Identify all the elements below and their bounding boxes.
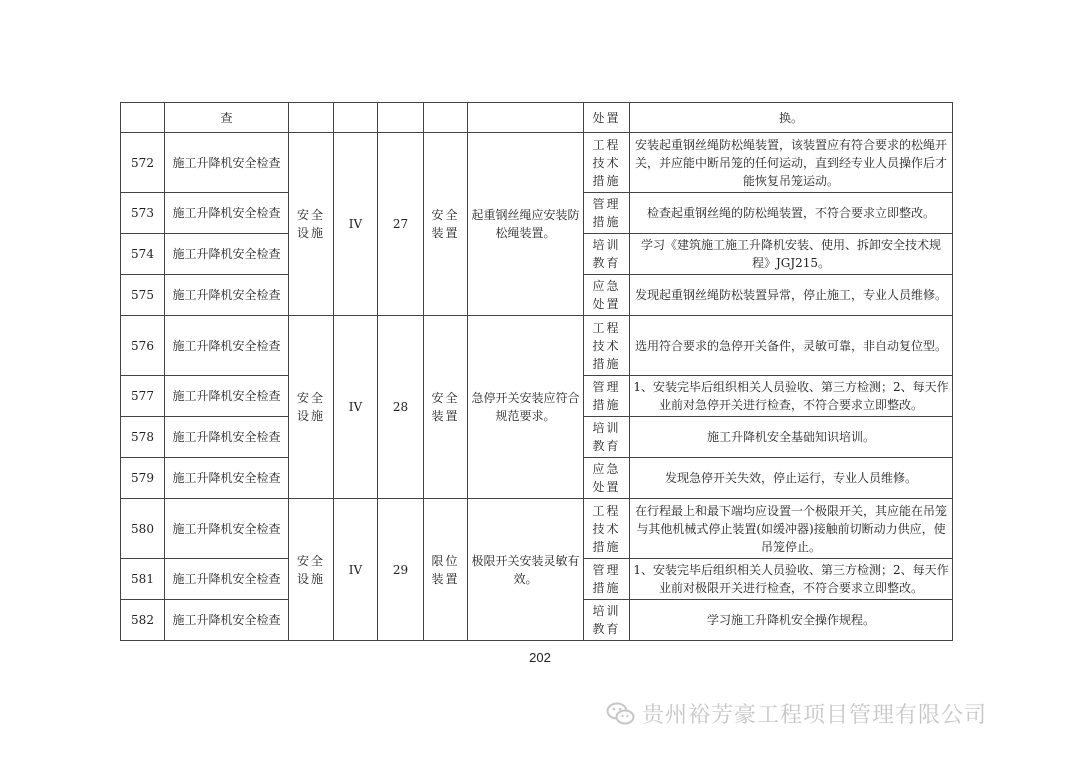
- cell-id: [121, 103, 165, 133]
- cell-measure: 处置: [584, 103, 630, 133]
- cell-category: 安全设施: [289, 133, 334, 316]
- cell-type: 安全装置: [424, 316, 468, 499]
- page-number: 202: [529, 650, 551, 665]
- cell-id: 580: [121, 499, 165, 559]
- table-row: [121, 133, 953, 193]
- table-row: [121, 316, 953, 376]
- cell-measure: 培训教育: [584, 417, 630, 458]
- cell-name: 施工升降机安全检查: [165, 133, 289, 193]
- cell-category: 安全设施: [289, 316, 334, 499]
- cell-name: 施工升降机安全检查: [165, 499, 289, 559]
- cell-id: 572: [121, 133, 165, 193]
- cell-requirement: 急停开关安装应符合规范要求。: [468, 316, 584, 499]
- cell-content: 学习施工升降机安全操作规程。: [630, 600, 953, 641]
- cell-category: [289, 103, 334, 133]
- cell-measure: 工程技术措施: [584, 133, 630, 193]
- cell-content: 选用符合要求的急停开关备件，灵敏可靠，非自动复位型。: [630, 316, 953, 376]
- cell-id: 578: [121, 417, 165, 458]
- cell-measure: 培训教育: [584, 600, 630, 641]
- cell-measure: 应急处置: [584, 275, 630, 316]
- cell-content: 发现急停开关失效，停止运行，专业人员维修。: [630, 458, 953, 499]
- cell-name: 查: [165, 103, 289, 133]
- cell-id: 577: [121, 376, 165, 417]
- cell-category: 安全设施: [289, 499, 334, 641]
- cell-id: 579: [121, 458, 165, 499]
- cell-content: 发现起重钢丝绳防松装置异常，停止施工，专业人员维修。: [630, 275, 953, 316]
- cell-level: IV: [334, 133, 378, 316]
- cell-content: 1、安装完毕后组织相关人员验收、第三方检测；2、每天作业前对急停开关进行检查，不符合要求立即整改。: [630, 376, 953, 417]
- watermark-text: 贵州裕芳豪工程项目管理有限公司: [642, 703, 988, 728]
- cell-name: 施工升降机安全检查: [165, 193, 289, 234]
- cell-measure: 工程技术措施: [584, 316, 630, 376]
- cell-name: 施工升降机安全检查: [165, 600, 289, 641]
- cell-content: 施工升降机安全基础知识培训。: [630, 417, 953, 458]
- cell-id: 582: [121, 600, 165, 641]
- cell-measure: 培训教育: [584, 234, 630, 275]
- table-row: [121, 499, 953, 559]
- cell-measure: 管理措施: [584, 559, 630, 600]
- cell-content: 学习《建筑施工施工升降机安装、使用、拆卸安全技术规程》JGJ215。: [630, 234, 953, 275]
- cell-content: 安装起重钢丝绳防松绳装置，该装置应有符合要求的松绳开关，并应能中断吊笼的任何运动，直到经专业人员操作后才能恢复吊笼运动。: [630, 133, 953, 193]
- cell-id: 581: [121, 559, 165, 600]
- safety-inspection-table: [120, 102, 953, 641]
- cell-name: 施工升降机安全检查: [165, 417, 289, 458]
- cell-id: 573: [121, 193, 165, 234]
- cell-requirement: 极限开关安装灵敏有效。: [468, 499, 584, 641]
- cell-level: [334, 103, 378, 133]
- cell-measure: 应急处置: [584, 458, 630, 499]
- table-row-continued: [121, 103, 953, 133]
- watermark: [606, 698, 987, 729]
- cell-name: 施工升降机安全检查: [165, 376, 289, 417]
- cell-name: 施工升降机安全检查: [165, 234, 289, 275]
- cell-measure: 管理措施: [584, 193, 630, 234]
- cell-type: [424, 103, 468, 133]
- cell-name: 施工升降机安全检查: [165, 316, 289, 376]
- cell-content: 1、安装完毕后组织相关人员验收、第三方检测；2、每天作业前对极限开关进行检查，不符合要求立即整改。: [630, 559, 953, 600]
- cell-number: 28: [378, 316, 424, 499]
- cell-level: IV: [334, 316, 378, 499]
- cell-id: 575: [121, 275, 165, 316]
- cell-requirement: 起重钢丝绳应安装防松绳装置。: [468, 133, 584, 316]
- cell-requirement: [468, 103, 584, 133]
- cell-measure: 管理措施: [584, 376, 630, 417]
- cell-name: 施工升降机安全检查: [165, 458, 289, 499]
- cell-name: 施工升降机安全检查: [165, 275, 289, 316]
- cell-type: 限位装置: [424, 499, 468, 641]
- cell-id: 576: [121, 316, 165, 376]
- cell-number: 27: [378, 133, 424, 316]
- table-body: [121, 103, 953, 641]
- cell-number: [378, 103, 424, 133]
- cell-type: 安全装置: [424, 133, 468, 316]
- cell-content: 在行程最上和最下端均应设置一个极限开关，其应能在吊笼与其他机械式停止装置(如缓冲器)接触前切断动力供应，使吊笼停止。: [630, 499, 953, 559]
- cell-level: IV: [334, 499, 378, 641]
- cell-name: 施工升降机安全检查: [165, 559, 289, 600]
- wechat-icon: [606, 701, 636, 727]
- cell-content: 检查起重钢丝绳的防松绳装置，不符合要求立即整改。: [630, 193, 953, 234]
- cell-number: 29: [378, 499, 424, 641]
- cell-id: 574: [121, 234, 165, 275]
- cell-measure: 工程技术措施: [584, 499, 630, 559]
- cell-content: 换。: [630, 103, 953, 133]
